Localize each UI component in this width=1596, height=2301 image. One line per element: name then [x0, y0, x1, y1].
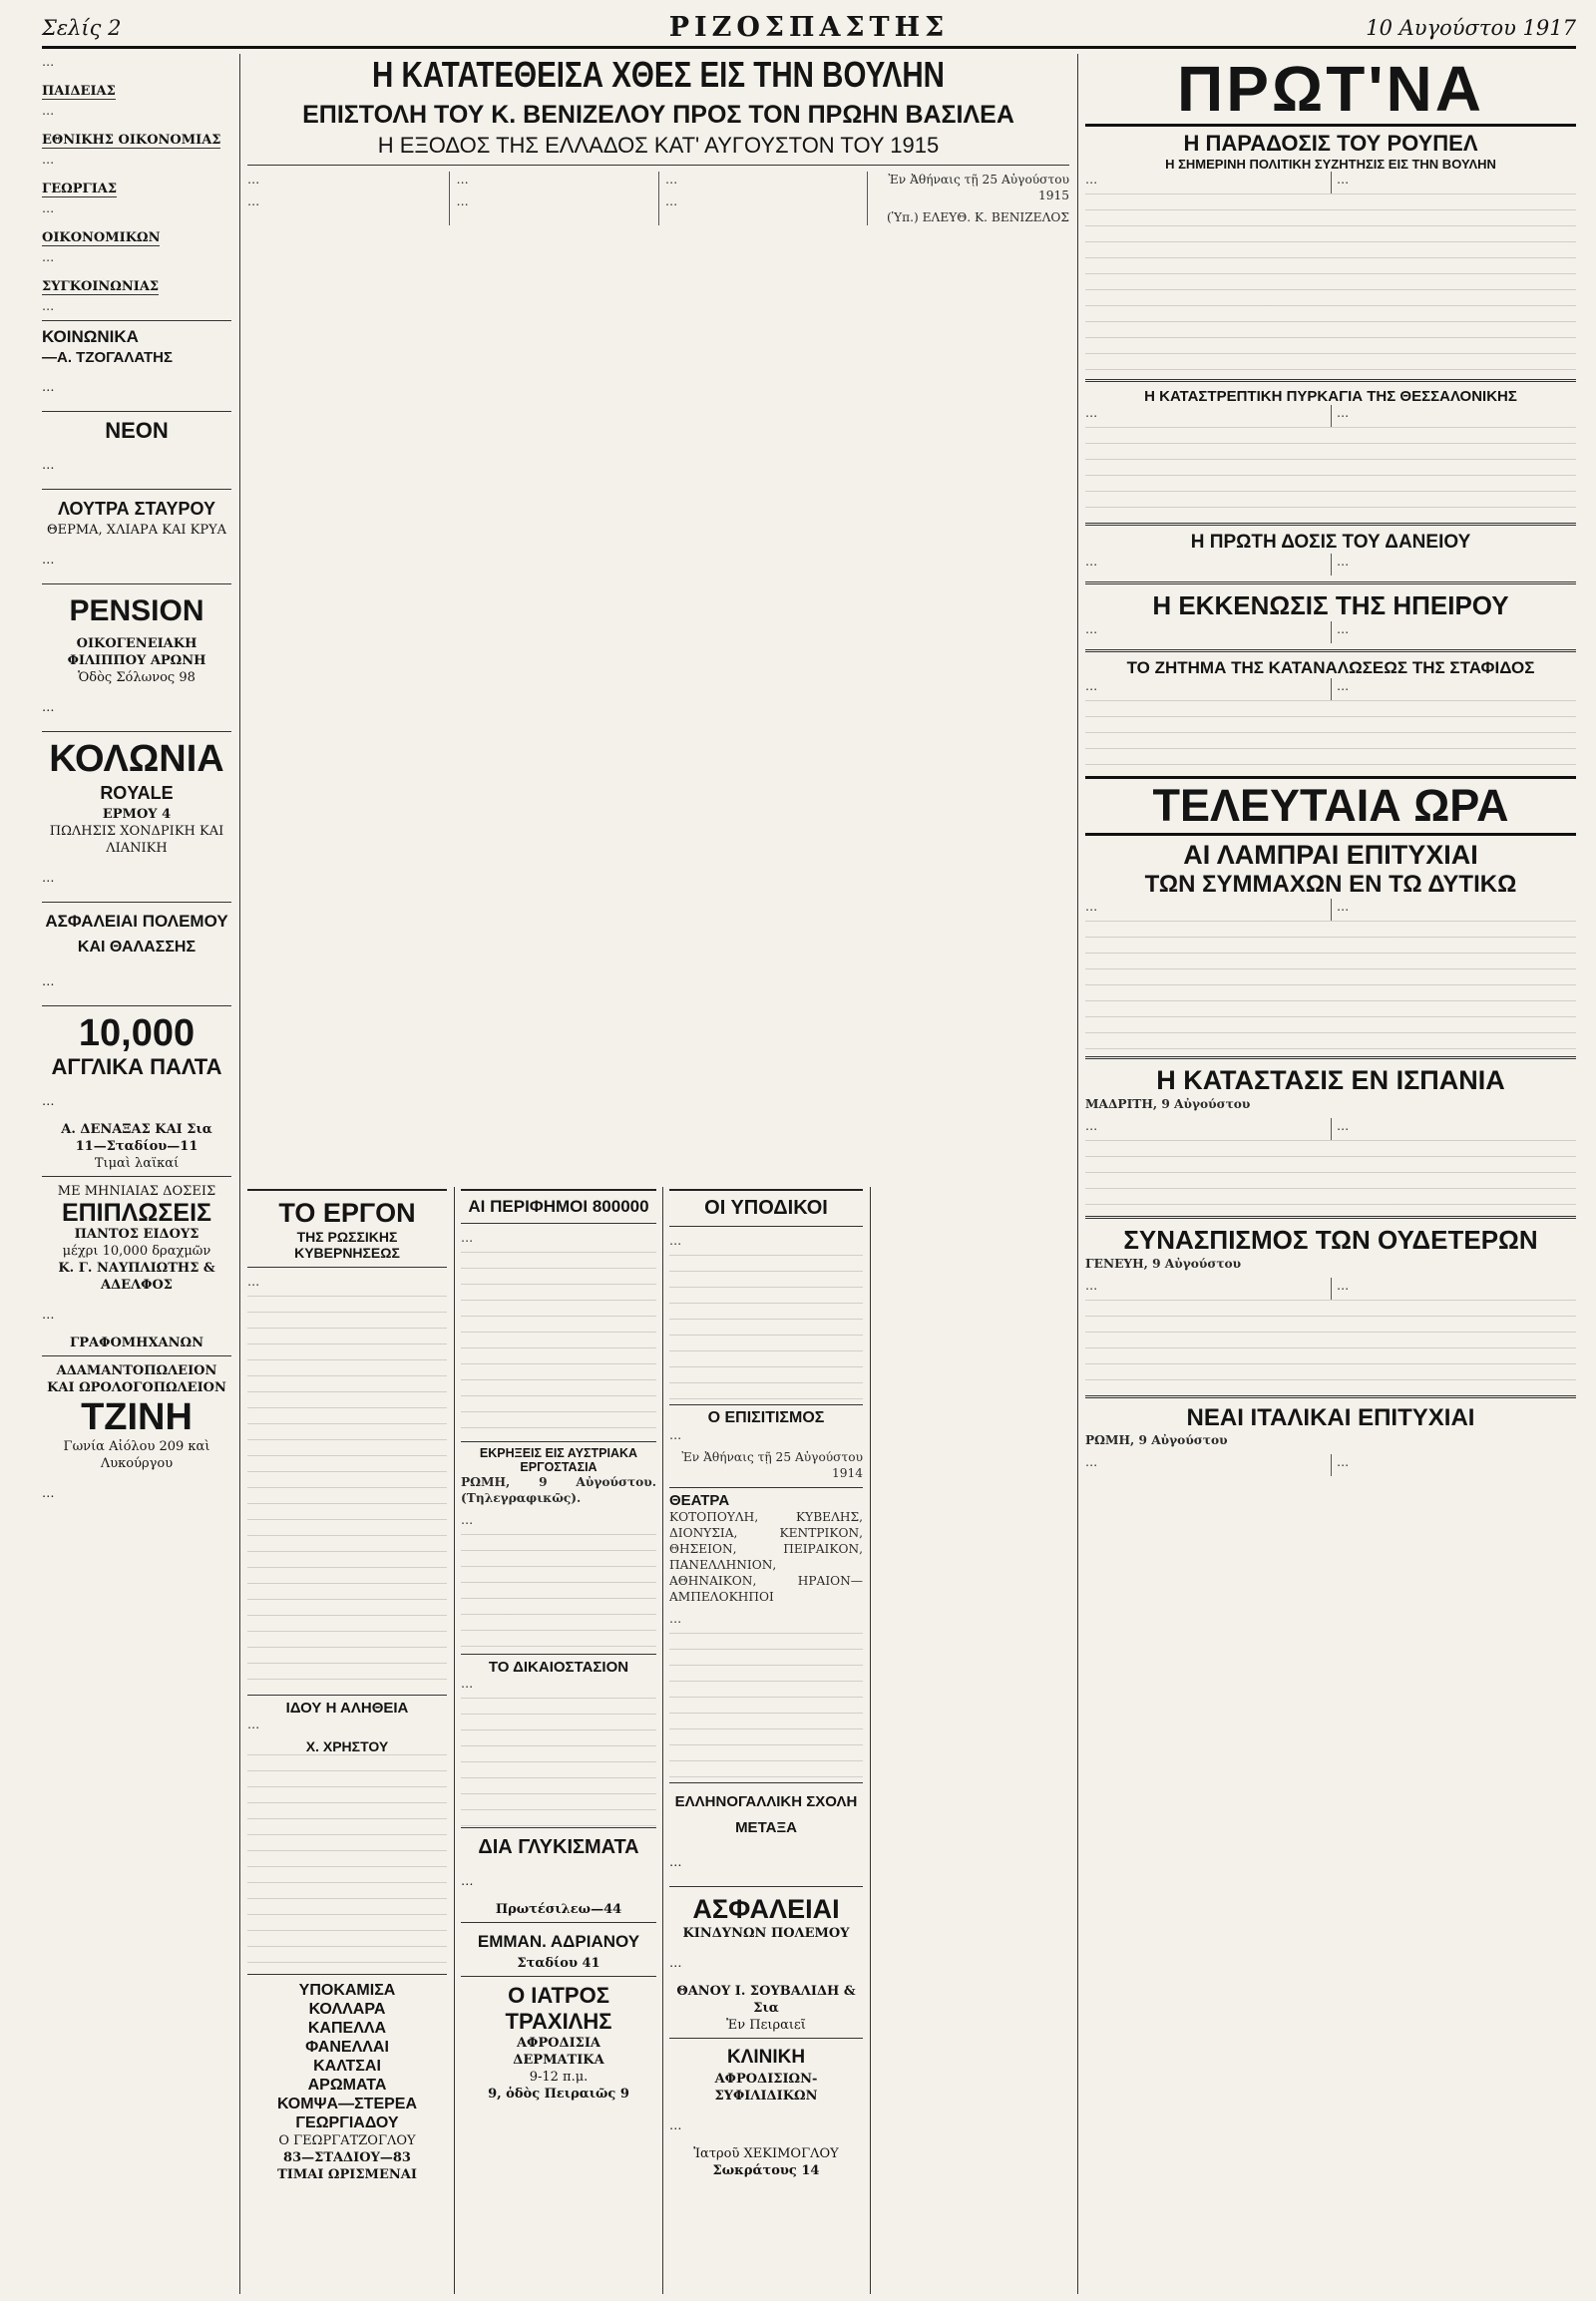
article-title: Η ΠΡΩΤΗ ΔΟΣΙΣ ΤΟΥ ΔΑΝΕΙΟΥ	[1190, 532, 1471, 553]
article-body: …	[669, 1428, 682, 1442]
article-title: ΑΙ ΠΕΡΙΦΗΜΟΙ 800000	[468, 1197, 649, 1216]
article-body: …	[247, 194, 260, 208]
dateline: ΡΩΜΗ, 9 Αὐγούστου	[1085, 1433, 1228, 1447]
article-body: …	[456, 173, 469, 187]
article-title: ΙΔΟΥ Η ΑΛΗΘΕΙΑ	[247, 1695, 447, 1717]
lower-column-2	[461, 1189, 656, 2296]
person-name: —Α. ΤΖΟΓΑΛΑΤΗΣ	[42, 349, 173, 366]
article-body: …	[1085, 900, 1098, 914]
article-body: …	[665, 173, 678, 187]
article-body: …	[1085, 679, 1098, 693]
article-body: …	[42, 104, 55, 118]
article-title: Ο ΕΠΙΣΙΤΙΣΜΟΣ	[669, 1404, 863, 1427]
ad-subtitle: ΚΑΙ ΩΡΟΛΟΓΟΠΩΛΕΙΟΝ	[47, 1380, 226, 1395]
article-title: ΑΙ ΛΑΜΠΡΑΙ ΕΠΙΤΥΧΙΑΙ	[1183, 840, 1478, 870]
ad-tagline: ΜΕ ΜΗΝΙΑΙΑΣ ΔΟΣΕΙΣ	[57, 1184, 216, 1199]
article-body: …	[1337, 1279, 1350, 1293]
ad-title: ΑΣΦΑΛΕΙΑΙ ΠΟΛΕΜΟΥ	[45, 912, 228, 931]
article-body: …	[42, 299, 55, 313]
divider	[247, 1267, 447, 1268]
ad-body: …	[42, 1484, 55, 1500]
ad-body: …	[42, 698, 55, 714]
ad-note: ΤΙΜΑΙ ΩΡΙΣΜΕΝΑΙ	[277, 2167, 417, 2182]
ad-subtitle: ΚΙΝΔΥΝΩΝ ΠΟΛΕΜΟΥ	[682, 1926, 850, 1941]
ad-address: 83—ΣΤΑΔΙΟΥ—83	[283, 2150, 411, 2165]
article-body: …	[669, 1234, 682, 1248]
loutra-ad	[42, 489, 231, 583]
headline: Η ΚΑΤΑΤΕΘΕΙΣΑ ΧΘΕΣ ΕΙΣ ΤΗΝ ΒΟΥΛΗΝ	[372, 54, 945, 95]
emman-ad	[461, 1922, 656, 1976]
article-columns	[1085, 172, 1576, 193]
ad-address: Σωκράτους 14	[712, 2163, 820, 2178]
ad-address: ΕΡΜΟΥ 4	[102, 807, 172, 822]
ad-item: ΑΦΡΟΔΙΣΙΑ	[516, 2036, 601, 2051]
subheadline: Η ΕΞΟΔΟΣ ΤΗΣ ΕΛΛΑΔΟΣ ΚΑΤ' ΑΥΓΟΥΣΤΟΝ ΤΟΥ 1915	[377, 133, 940, 158]
article-body: …	[1085, 1119, 1098, 1133]
doctor-ad	[461, 1976, 656, 2107]
ad-owner: ΦΙΛΙΠΠΟΥ ΑΡΩΝΗ	[67, 653, 206, 668]
article-body: …	[1337, 900, 1350, 914]
text-placeholder	[1085, 700, 1576, 770]
article-subtitle: Η ΣΗΜΕΡΙΝΗ ΠΟΛΙΤΙΚΗ ΣΥΖΗΤΗΣΙΣ ΕΙΣ ΤΗΝ ΒΟΥΛΗΝ	[1165, 157, 1496, 172]
sweets-ad	[461, 1827, 656, 1922]
pension-ad	[42, 583, 231, 731]
ad-subtitle: ΘΕΡΜΑ, ΧΛΙΑΡΑ ΚΑΙ ΚΡΥΑ	[46, 523, 227, 538]
article-columns	[1085, 899, 1576, 921]
ad-title: ΚΛΙΝΙΚΗ	[726, 2047, 806, 2068]
ad-item: ΚΑΛΤΣΑΙ	[313, 2058, 381, 2075]
text-placeholder	[1085, 1300, 1576, 1389]
ad-subtitle: ΓΡΑΦΟΜΗΧΑΝΩΝ	[70, 1336, 203, 1350]
ad-title: ΔΙΑ ΓΛΥΚΙΣΜΑΤΑ	[478, 1836, 639, 1858]
ad-title: ΛΟΥΤΡΑ ΣΤΑΥΡΟΥ	[57, 499, 216, 519]
article-columns	[1085, 1278, 1576, 1300]
ad-shop: Κ. Γ. ΝΑΥΠΛΙΩΤΗΣ & ΑΔΕΛΦΟΣ	[58, 1261, 215, 1293]
article-title: Η ΠΑΡΑΔΟΣΙΣ ΤΟΥ ΡΟΥΠΕΛ	[1183, 131, 1478, 156]
ad-shop: ΓΕΩΡΓΙΑΔΟΥ	[295, 2114, 399, 2131]
divider	[669, 1226, 863, 1227]
article-columns	[1085, 621, 1576, 643]
ad-body: …	[42, 551, 55, 567]
column-rule	[1077, 54, 1078, 2294]
article-body: …	[42, 201, 55, 215]
article-body: …	[42, 153, 55, 167]
article-title: ΝΕΑΙ ΙΤΑΛΙΚΑΙ ΕΠΙΤΥΧΙΑΙ	[1186, 1404, 1475, 1431]
kolonia-ad	[42, 731, 231, 902]
article-body: …	[461, 1231, 474, 1245]
divider	[1085, 1395, 1576, 1398]
newspaper-name: ΡΙΖΟΣΠΑΣΤΗΣ	[668, 12, 950, 43]
text-placeholder	[669, 1255, 863, 1404]
insurance-ad	[669, 1886, 863, 2038]
ad-title: ΕΜΜΑΝ. ΑΔΡΙΑΝΟΥ	[477, 1932, 640, 1951]
ad-title: ΑΣΦΑΛΕΙΑΙ	[692, 1894, 840, 1924]
text-placeholder	[669, 1633, 863, 1782]
article-body: …	[1337, 555, 1350, 569]
ad-item: ΔΕΡΜΑΤΙΚΑ	[513, 2053, 604, 2068]
ad-item: ΚΟΜΨΑ—ΣΤΕΡΕΑ	[276, 2096, 418, 2112]
ad-item: ΚΑΠΕΛΛΑ	[307, 2020, 387, 2037]
school-ad	[669, 1782, 863, 1886]
asfaleiai-ad	[42, 902, 231, 1005]
ad-item: ΥΠΟΚΑΜΙΣΑ	[298, 1982, 396, 1999]
ad-title: ΕΛΛΗΝΟΓΑΛΛΙΚΗ ΣΧΟΛΗ	[674, 1793, 858, 1810]
ad-shop: Α. ΔΕΝΑΞΑΣ ΚΑΙ Σια	[61, 1122, 212, 1137]
ad-title: ΑΓΓΛΙΚΑ ΠΑΛΤΑ	[51, 1054, 222, 1079]
text-placeholder	[1085, 193, 1576, 373]
ad-subtitle: ΚΑΙ ΘΑΛΑΣΣΗΣ	[77, 939, 197, 956]
article-body: …	[42, 55, 55, 69]
ad-address: 9, ὁδὸς Πειραιῶς 9	[488, 2087, 629, 2102]
ad-body: …	[461, 1872, 474, 1888]
article-title: Η ΚΑΤΑΣΤΡΕΠΤΙΚΗ ΠΥΡΚΑΓΙΑ ΤΗΣ ΘΕΣΣΑΛΟΝΙΚΗΣ	[1144, 388, 1517, 405]
ad-body: …	[669, 2116, 682, 2132]
ad-address: Πρωτέσιλεω—44	[495, 1902, 622, 1917]
text-placeholder	[461, 1698, 656, 1827]
article-body: …	[1085, 1455, 1098, 1469]
ad-body: …	[669, 1954, 682, 1970]
article-body: …	[1085, 555, 1098, 569]
article-title: ΣΥΝΑΣΠΙΣΜΟΣ ΤΩΝ ΟΥΔΕΤΕΡΩΝ	[1123, 1225, 1538, 1255]
article-title: ΕΚΡΗΞΕΙΣ ΕΙΣ ΑΥΣΤΡΙΑΚΑ ΕΡΓΟΣΤΑΣΙΑ	[461, 1441, 656, 1474]
ad-shop: ΘΑΝΟΥ Ι. ΣΟΥΒΑΛΙΔΗ & Σια	[676, 1984, 856, 2016]
article-body: …	[1337, 1455, 1350, 1469]
ad-title: ΝΕΟΝ	[105, 418, 169, 443]
newspaper-page	[42, 10, 1576, 2294]
signature-date: Ἐν Ἀθήναις τῇ 25 Αὐγούστου 1915	[888, 173, 1069, 202]
lower-column-1	[247, 1189, 447, 2296]
ad-address: Σταδίου 41	[517, 1956, 600, 1971]
neon-ad	[42, 411, 231, 489]
right-column	[1085, 54, 1576, 2294]
article-columns	[1085, 1118, 1576, 1140]
article-body: …	[247, 1718, 260, 1731]
clinic-ad	[669, 2038, 863, 2183]
ad-address: Ὁδὸς Σόλωνος 98	[78, 670, 196, 685]
text-placeholder	[247, 1754, 447, 1974]
ad-body: …	[42, 1306, 55, 1322]
ad-address: 11—Σταδίου—11	[75, 1139, 199, 1154]
text-placeholder	[461, 1534, 656, 1654]
ad-subtitle: Ο ΓΕΩΡΓΑΤΖΟΓΛΟΥ	[278, 2133, 416, 2148]
article-body: …	[1337, 1119, 1350, 1133]
social-notes	[42, 320, 231, 411]
clothing-ad	[247, 1974, 447, 2187]
ad-doctor: Ἰατροῦ ΧΕΚΙΜΟΓΛΟΥ	[693, 2146, 839, 2161]
ad-body: …	[669, 1853, 682, 1869]
ad-item: ΦΑΝΕΛΛΑΙ	[305, 2039, 389, 2056]
ad-note: Τιμαὶ λαϊκαί	[94, 1156, 180, 1171]
ad-number: 10,000	[78, 1012, 196, 1054]
article-columns	[1085, 678, 1576, 700]
ad-title: ΕΠΙΠΛΩΣΕΙΣ	[61, 1199, 212, 1227]
ad-address: Ἐν Πειραιεῖ	[726, 2018, 806, 2033]
ad-title: PENSION	[69, 594, 204, 627]
text-placeholder	[1085, 1140, 1576, 1210]
ad-brand: ROYALE	[100, 783, 174, 803]
lower-column-3	[669, 1189, 863, 2296]
epiploseis-ad	[42, 1176, 231, 1355]
ad-tagline: ΑΔΑΜΑΝΤΟΠΩΛΕΙΟΝ	[56, 1363, 217, 1378]
article-columns	[1085, 554, 1576, 575]
article-body: …	[1085, 173, 1098, 187]
issue-date: 10 Αυγούστου 1917	[1366, 16, 1576, 40]
article-body: …	[42, 378, 55, 394]
ad-body: …	[42, 869, 55, 885]
column-rule	[662, 1187, 663, 2294]
divider	[461, 1223, 656, 1224]
article-title: ΤΟ ΔΙΚΑΙΟΣΤΑΣΙΟΝ	[461, 1654, 656, 1676]
article-title: ΤΟ ΖΗΤΗΜΑ ΤΗΣ ΚΑΤΑΝΑΛΩΣΕΩΣ ΤΗΣ ΣΤΑΦΙΔΟΣ	[1126, 658, 1535, 677]
dateline: ΜΑΔΡΙΤΗ, 9 Αὐγούστου	[1085, 1097, 1251, 1111]
dateline: ΡΩΜΗ, 9 Αὐγούστου. (Τηλεγραφικῶς).	[461, 1475, 656, 1505]
article-title: ΤΟ ΕΡΓΟΝ	[278, 1198, 416, 1228]
ad-address: Γωνία Αἰόλου 209 καὶ Λυκούργου	[63, 1439, 210, 1471]
article-subtitle: ΤΩΝ ΣΥΜΜΑΧΩΝ ΕΝ ΤΩ ΔΥΤΙΚΩ	[1144, 871, 1517, 898]
ad-amount: μέχρι 10,000 δραχμῶν	[62, 1244, 211, 1259]
ad-subtitle: ΟΙΚΟΓΕΝΕΙΑΚΗ	[76, 636, 198, 651]
theatre-listings: ΚΟΤΟΠΟΥΛΗ, ΚΥΒΕΛΗΣ, ΔΙΟΝΥΣΙΑ, ΚΕΝΤΡΙΚΟΝ, ΘΗΣΕΙΟΝ, ΠΕΙΡΑΙΚΟΝ, ΠΑΝΕΛΛΗΝΙΟΝ, ΑΘΗΝΑΙΚΟΝ, ΗΡΑΙΟΝ—ΑΜΠΕΛΟΚΗΠΟΙ	[669, 1510, 863, 1604]
column-rule	[239, 54, 240, 2294]
article-title: Η ΚΑΤΑΣΤΑΣΙΣ ΕΝ ΙΣΠΑΝΙΑ	[1156, 1065, 1505, 1095]
subheadline: ΕΠΙΣΤΟΛΗ ΤΟΥ Κ. ΒΕΝΙΖΕΛΟΥ ΠΡΟΣ ΤΟΝ ΠΡΩΗΝ ΒΑΣΙΛΕΑ	[302, 101, 1014, 129]
ad-item: ΚΟΛΛΑΡΑ	[308, 2001, 386, 2018]
ad-body: …	[42, 972, 55, 988]
article-columns	[1085, 1454, 1576, 1476]
main-story	[247, 54, 1069, 1181]
article-subtitle: ΤΗΣ ΡΩΣΣΙΚΗΣ ΚΥΒΕΡΝΗΣΕΩΣ	[294, 1229, 400, 1261]
column-rule	[870, 1187, 871, 2294]
page-number: Σελίς 2	[42, 16, 122, 40]
article-body: …	[1337, 679, 1350, 693]
section-label: ΚΟΙΝΩΝΙΚΑ	[42, 327, 139, 346]
signature: (Ὑπ.) ΕΛΕΥΘ. Κ. ΒΕΝΙΖΕΛΟΣ	[887, 210, 1069, 224]
article-columns	[1085, 405, 1576, 427]
article-body: …	[1337, 622, 1350, 636]
article-body: …	[461, 1513, 474, 1527]
divider	[1085, 581, 1576, 584]
section-title: ΤΕΛΕΥΤΑΙΑ ΩΡΑ	[1085, 776, 1576, 836]
dateline: ΓΕΝΕΥΗ, 9 Αὐγούστου	[1085, 1257, 1242, 1271]
ad-title: ΤΖΙΝΗ	[81, 1396, 193, 1438]
ad-subtitle: ΜΕΤΑΞΑ	[735, 1819, 797, 1836]
dateline: Ἐν Ἀθήναις τῇ 25 Αὐγούστου 1914	[681, 1450, 863, 1480]
divider	[1085, 1056, 1576, 1059]
section-label: ΠΑΙΔΕΙΑΣ	[42, 84, 116, 99]
ad-body: …	[42, 456, 55, 472]
story-columns	[247, 172, 1069, 225]
divider	[1085, 523, 1576, 526]
tzini-ad	[42, 1355, 231, 1517]
divider	[1085, 649, 1576, 652]
text-placeholder	[461, 1252, 656, 1441]
ad-title: Ο ΙΑΤΡΟΣ ΤΡΑΧΙΛΗΣ	[505, 1983, 612, 2034]
article-body: …	[1337, 173, 1350, 187]
article-body: …	[1085, 406, 1098, 420]
section-title: ΠΡΩΤ'ΝΑ	[1085, 54, 1576, 127]
column-rule	[454, 1187, 455, 2294]
shop-name: Χ. ΧΡΗΣΤΟΥ	[305, 1738, 389, 1754]
masthead	[42, 10, 1576, 49]
article-title: Η ΕΚΚΕΝΩΣΙΣ ΤΗΣ ΗΠΕΙΡΟΥ	[1152, 590, 1509, 620]
article-body: …	[456, 194, 469, 208]
palta-ad	[42, 1005, 231, 1176]
section-label: ΟΙΚΟΝΟΜΙΚΩΝ	[42, 230, 161, 245]
ad-subtitle: ΠΩΛΗΣΙΣ ΧΟΝΔΡΙΚΗ ΚΑΙ ΛΙΑΝΙΚΗ	[49, 824, 224, 856]
article-title: ΟΙ ΥΠΟΔΙΚΟΙ	[704, 1197, 828, 1219]
left-column	[42, 54, 231, 2294]
ad-subtitle: ΑΦΡΟΔΙΣΙΩΝ-ΣΥΦΙΛΙΔΙΚΩΝ	[714, 2072, 818, 2104]
article-body: …	[1337, 406, 1350, 420]
article-body: …	[247, 1275, 260, 1289]
divider	[1085, 1216, 1576, 1219]
section-label: ΓΕΩΡΓΙΑΣ	[42, 182, 118, 196]
article-body: …	[1085, 622, 1098, 636]
article-body: …	[669, 1612, 682, 1626]
article-body: …	[1085, 1279, 1098, 1293]
text-placeholder	[1085, 921, 1576, 1050]
ad-body: …	[42, 1092, 55, 1108]
article-body: …	[665, 194, 678, 208]
section-label: ΕΘΝΙΚΗΣ ΟΙΚΟΝΟΜΙΑΣ	[42, 133, 221, 148]
ad-subtitle: ΠΑΝΤΟΣ ΕΙΔΟΥΣ	[74, 1227, 200, 1242]
text-placeholder	[247, 1296, 447, 1695]
ad-item: ΑΡΩΜΑΤΑ	[307, 2077, 387, 2094]
section-label: ΣΥΓΚΟΙΝΩΝΙΑΣ	[42, 279, 160, 294]
divider	[1085, 379, 1576, 382]
article-body: …	[247, 173, 260, 187]
article-title: ΘΕΑΤΡΑ	[669, 1487, 863, 1509]
ad-hours: 9-12 π.μ.	[529, 2070, 589, 2085]
text-placeholder	[1085, 427, 1576, 517]
ad-title: ΚΟΛΩΝΙΑ	[49, 738, 224, 780]
article-body: …	[461, 1677, 474, 1691]
article-body: …	[42, 250, 55, 264]
divider	[247, 165, 1069, 166]
